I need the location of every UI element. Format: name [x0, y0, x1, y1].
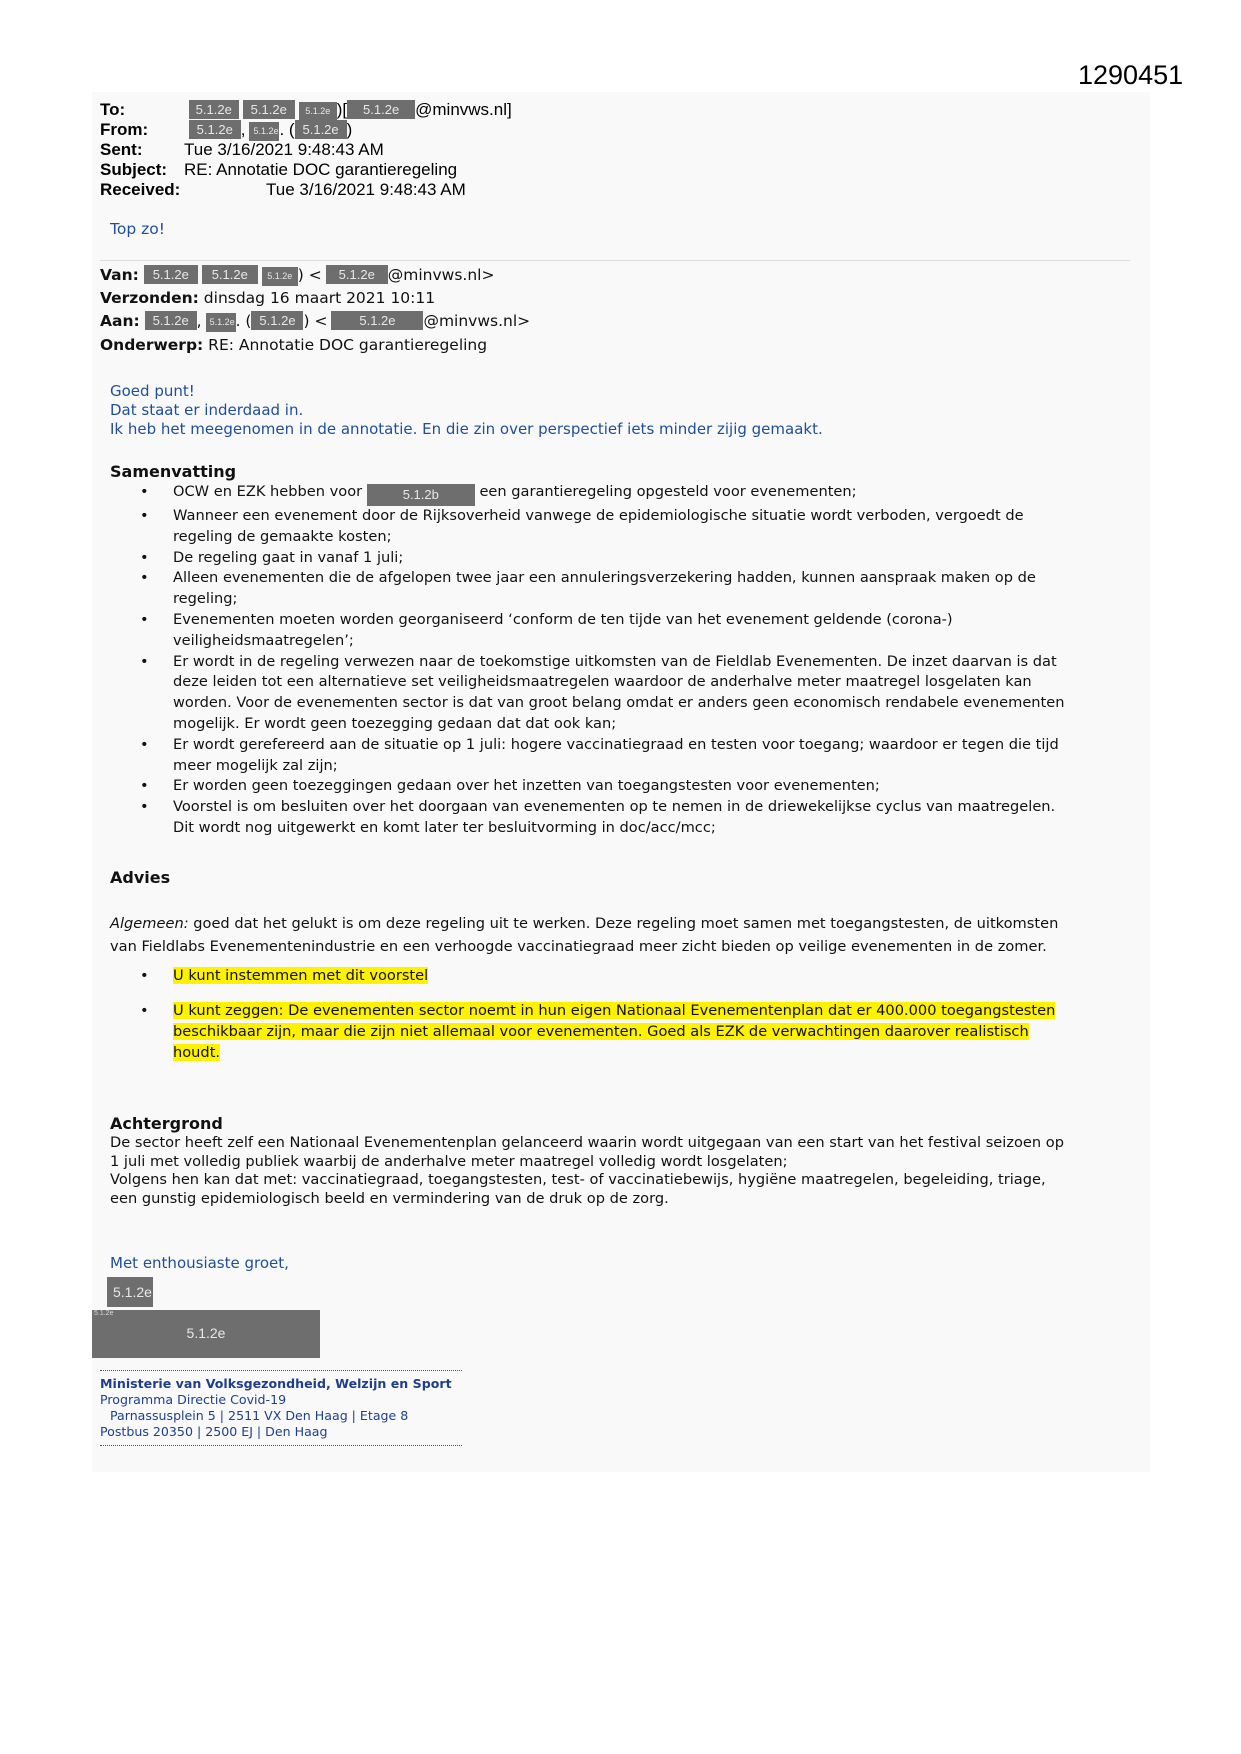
samenvatting-heading: Samenvatting	[110, 462, 237, 481]
sender-name-redaction	[107, 1277, 153, 1307]
item-text: regeling de gemaakte kosten;	[173, 527, 392, 545]
aan-domain: @minvws.nl>	[423, 312, 531, 330]
achtergrond-line: De sector heeft zelf een Nationaal Evenementenplan gelanceerd waarin wordt uitgegaan van een start van het festival seizoen op	[110, 1134, 1064, 1151]
list-item	[140, 966, 1140, 987]
highlight-text: U kunt zeggen: De evenementen sector noemt in hun eigen Nationaal Evenementenplan dat er 400.000 toegangstesten	[173, 1002, 1056, 1019]
item-text: Er worden geen toezeggingen gedaan over het inzetten van toegangstesten voor evenementen;	[173, 777, 880, 795]
achtergrond-line: een gunstig epidemiologisch beeld en vermindering van de druk op de zorg.	[110, 1189, 669, 1207]
sent-value: Tue 3/16/2021 9:48:43 AM	[184, 140, 384, 159]
advies-list	[140, 966, 1140, 987]
redaction: 5.1.2e	[295, 120, 347, 139]
redaction: 5.1.2e	[347, 100, 415, 119]
reply-text: Top zo!	[110, 220, 165, 238]
address: Parnassusplein 5 | 2511 VX Den Haag | Etage 8	[110, 1408, 409, 1423]
item-text: Alleen evenementen die de afgelopen twee jaar een annuleringsverzekering hadden, kunnen aanspraak maken op de	[173, 569, 1036, 587]
signature-image-redaction	[92, 1310, 320, 1358]
intro-line: Ik heb het meegenomen in de annotatie. En die zin over perspectief iets minder zijig gemaakt.	[110, 420, 823, 438]
redaction: 5.1.2e	[186, 1325, 226, 1341]
van-domain: @minvws.nl>	[387, 266, 495, 284]
item-text: mogelijk. Er wordt geen toezegging gedaan dat dat ook kan;	[173, 714, 617, 732]
item-text: regeling;	[173, 590, 238, 608]
to-label: To:	[100, 100, 126, 119]
divider	[100, 260, 1130, 261]
onderwerp-value: RE: Annotatie DOC garantieregeling	[208, 336, 488, 354]
list-item	[140, 482, 1140, 506]
onderwerp-label: Onderwerp:	[100, 336, 204, 354]
redaction: 5.1.2e	[189, 100, 239, 119]
redaction: 5.1.2e	[206, 313, 236, 332]
verzonden-value: dinsdag 16 maart 2021 10:11	[203, 289, 436, 307]
verzonden-label: Verzonden:	[100, 289, 199, 307]
redaction: 5.1.2b	[367, 484, 475, 506]
sent-label: Sent:	[100, 140, 143, 159]
received-value: Tue 3/16/2021 9:48:43 AM	[266, 180, 466, 199]
received-line	[100, 180, 466, 200]
highlight-text: U kunt instemmen met dit voorstel	[173, 967, 429, 984]
received-label: Received:	[100, 180, 181, 199]
to-line: To: 5.1.2e 5.1.2e 5.1.2e )[ 5.1.2e @minvws.nl]	[100, 100, 512, 119]
intro-line: Dat staat er inderdaad in.	[110, 401, 304, 419]
list-item	[140, 776, 1140, 797]
achtergrond-paragraph	[110, 1134, 1064, 1208]
advies-list	[140, 1001, 1140, 1063]
redaction: 5.1.2e	[243, 100, 295, 119]
samenvatting-list	[140, 482, 1140, 839]
list-item	[140, 797, 1140, 839]
from-label: From:	[100, 120, 149, 139]
from-line: From: 5.1.2e , 5.1.2e. ( 5.1.2e )	[100, 120, 353, 139]
item-text: meer mogelijk zal zijn;	[173, 756, 338, 774]
list-item	[140, 610, 1140, 652]
signature-divider	[100, 1445, 462, 1446]
subject-value: RE: Annotatie DOC garantieregeling	[184, 160, 458, 179]
closing-text: Met enthousiaste groet,	[110, 1254, 289, 1272]
redaction: 5.1.2e	[145, 311, 197, 330]
item-text: Dit wordt nog uitgewerkt en komt later ter besluitvorming in doc/acc/mcc;	[173, 818, 716, 836]
list-item	[140, 506, 1140, 548]
van-label: Van:	[100, 266, 139, 284]
list-item	[140, 652, 1140, 735]
list-item	[140, 1001, 1140, 1063]
item-text: Er wordt gerefereerd aan de situatie op 1 juli: hogere vaccinatiegraad en testen voor toegang; waardoor er tegen die tijd	[173, 735, 1059, 753]
redaction: 5.1.2e	[107, 1277, 153, 1307]
intro-line: Goed punt!	[110, 382, 195, 400]
item-text: De regeling gaat in vanaf 1 juli;	[173, 548, 404, 566]
advies-heading: Advies	[110, 868, 171, 887]
subject-label: Subject:	[100, 160, 168, 179]
achtergrond-line: 1 juli met volledig publiek waarbij de anderhalve meter maatregel volledig wordt losgelaten;	[110, 1152, 788, 1170]
item-text: Voorstel is om besluiten over het doorgaan van evenementen op te nemen in de driewekelijkse cyclus van maatregelen.	[173, 798, 1056, 816]
highlight-text: houdt.	[173, 1043, 221, 1061]
list-item	[140, 735, 1140, 777]
van-line: Van: 5.1.2e 5.1.2e 5.1.2e ) < 5.1.2e @minvws.nl>	[100, 266, 495, 284]
sent-line	[100, 140, 384, 160]
item-text: worden. Voor de evenementen sector is dat van groot belang omdat er anders geen economisch rendabele evenementen	[173, 694, 1065, 712]
redaction: 5.1.2e	[144, 265, 198, 284]
postbus: Postbus 20350 | 2500 EJ | Den Haag	[100, 1424, 328, 1439]
redaction: 5.1.2e	[94, 1310, 114, 1317]
document-id: 1290451	[1078, 60, 1184, 90]
item-text: een garantieregeling opgesteld voor evenementen;	[479, 483, 857, 500]
ministry-name: Ministerie van Volksgezondheid, Welzijn en Sport	[100, 1376, 452, 1391]
item-text: veiligheidsmaatregelen’;	[173, 631, 354, 649]
algemeen-text: goed dat het gelukt is om deze regeling uit te werken. Deze regeling moet samen met toegangstesten, de uitkomsten	[193, 915, 1059, 932]
to-domain: @minvws.nl]	[415, 100, 512, 119]
aan-label: Aan:	[100, 312, 140, 330]
algemeen-label: Algemeen:	[110, 915, 189, 932]
algemeen-paragraph	[110, 912, 1058, 958]
highlight-text: beschikbaar zijn, maar die zijn niet allemaal voor evenementen. Goed als EZK de verwachtingen daarover realistisch	[173, 1022, 1029, 1040]
subject-line	[100, 160, 457, 180]
redaction: 5.1.2e	[251, 311, 303, 330]
aan-line: Aan: 5.1.2e , 5.1.2e. ( 5.1.2e ) < 5.1.2e @minvws.nl>	[100, 312, 531, 330]
list-item	[140, 568, 1140, 610]
list-item	[140, 548, 1140, 569]
item-text: deze leiden tot een alternatieve set veiligheidsmaatregelen waardoor de anderhalve meter maatregel losgelaten kan	[173, 673, 1032, 691]
onderwerp-line	[100, 334, 487, 356]
algemeen-text: van Fieldlabs Evenementenindustrie en een verhoogde vaccinatiegraad meer zicht bieden op veilige evenementen in de zomer.	[110, 938, 1047, 955]
item-text: Wanneer een evenement door de Rijksoverheid vanwege de epidemiologische situatie wordt verboden, vergoedt de	[173, 507, 1024, 524]
achtergrond-line: Volgens hen kan dat met: vaccinatiegraad, toegangstesten, test- of vaccinatiebewijs, hygiëne maatregelen, begeleiding, triage,	[110, 1171, 1046, 1188]
item-text: Evenementen moeten worden georganiseerd ‘conform de ten tijde van het evenement geldende (corona-)	[173, 610, 953, 628]
department: Programma Directie Covid-19	[100, 1392, 287, 1407]
redaction: 5.1.2e	[331, 311, 423, 330]
redaction: 5.1.2e	[202, 265, 258, 284]
item-text: Er wordt in de regeling verwezen naar de toekomstige uitkomsten van de Fieldlab Evenementen. De inzet daarvan is dat	[173, 652, 1057, 670]
signature-divider	[100, 1370, 462, 1371]
redaction: 5.1.2e	[189, 120, 241, 139]
item-text: OCW en EZK hebben voor	[173, 483, 363, 500]
redaction: 5.1.2e	[249, 122, 279, 141]
redaction: 5.1.2e	[299, 102, 337, 121]
verzonden-line	[100, 287, 435, 309]
achtergrond-heading: Achtergrond	[110, 1114, 223, 1133]
redaction: 5.1.2e	[326, 265, 388, 284]
redaction: 5.1.2e	[262, 267, 298, 286]
